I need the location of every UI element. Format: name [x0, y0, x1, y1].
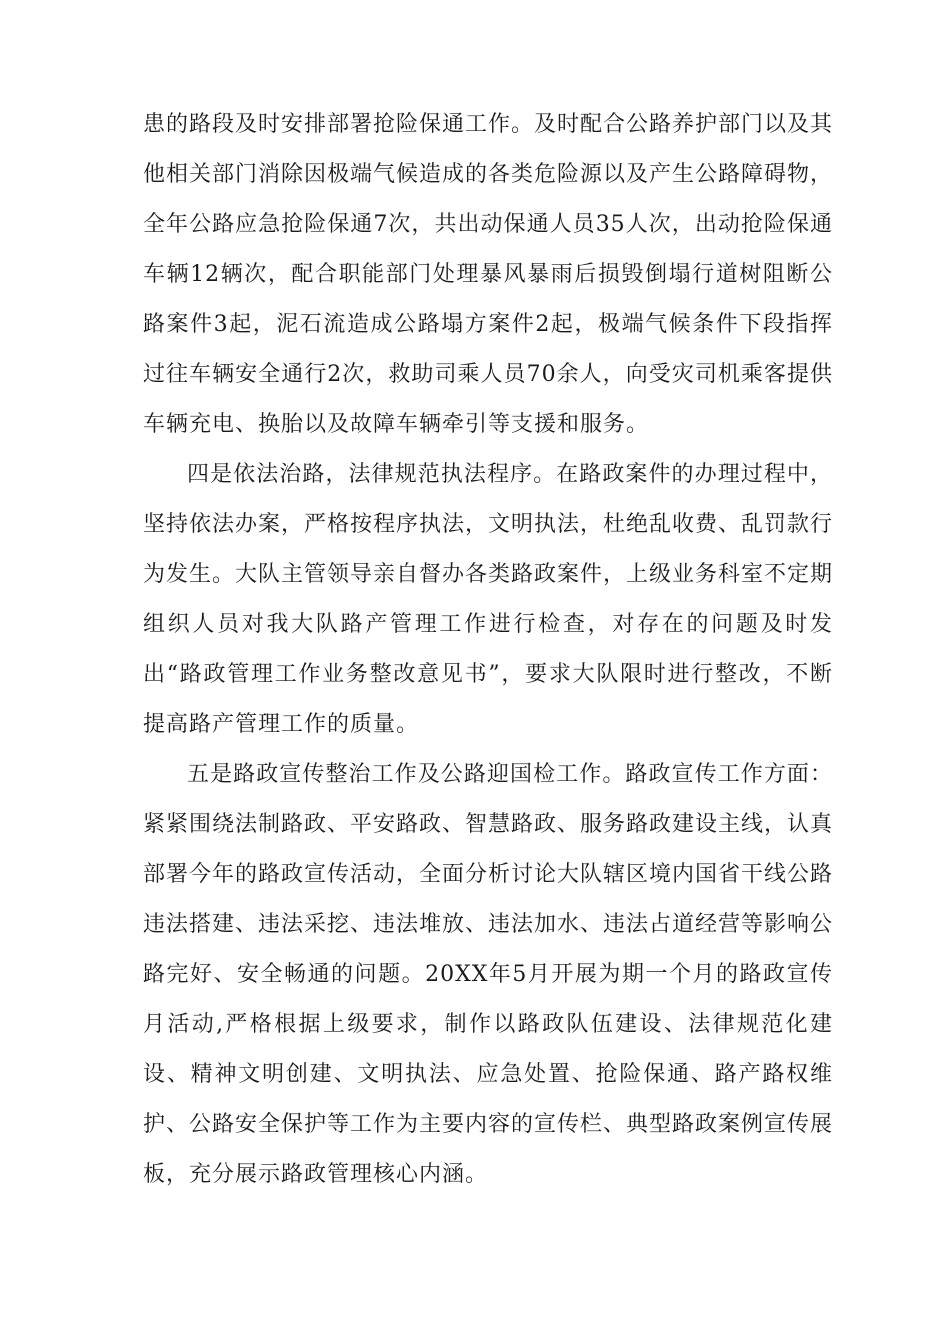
paragraph-3: 五是路政宣传整治工作及公路迎国检工作。路政宣传工作方面：紧紧围绕法制路政、平安路政、智慧路政、服务路政建设主线，认真部署今年的路政宣传活动，全面分析讨论大队辖区境内国省干线公路违法搭建、违法采挖、违法堆放、违法加水、违法占道经营等影响公路完好、安全畅通的问题。20XX年5月开展为期一个月的路政宣传月活动,严格根据上级要求，制作以路政队伍建设、法律规范化建设、精神文明创建、文明执法、应急处置、抢险保通、路产路权维护、公路安全保护等工作为主要内容的宣传栏、典型路政案例宣传展板，充分展示路政管理核心内涵。: [143, 762, 834, 1187]
paragraph-1: 患的路段及时安排部署抢险保通工作。及时配合公路养护部门以及其他相关部门消除因极端气候造成的各类危险源以及产生公路障碍物，全年公路应急抢险保通7次，共出动保通人员35人次，出动抢险保通车辆12辆次，配合职能部门处理暴风暴雨后损毁倒塌行道树阻断公路案件3起，泥石流造成公路塌方案件2起，极端气候条件下段指挥过往车辆安全通行2次，救助司乘人员70余人，向受灾司机乘客提供车辆充电、换胎以及故障车辆牵引等支援和服务。: [143, 112, 834, 437]
document-body: [143, 100, 833, 1200]
paragraph-2: 四是依法治路，法律规范执法程序。在路政案件的办理过程中，坚持依法办案，严格按程序执法，文明执法，杜绝乱收费、乱罚款行为发生。大队主管领导亲自督办各类路政案件，上级业务科室不定期组织人员对我大队路产管理工作进行检查，对存在的问题及时发出“路政管理工作业务整改意见书”，要求大队限时进行整改，不断提高路产管理工作的质量。: [143, 462, 834, 737]
